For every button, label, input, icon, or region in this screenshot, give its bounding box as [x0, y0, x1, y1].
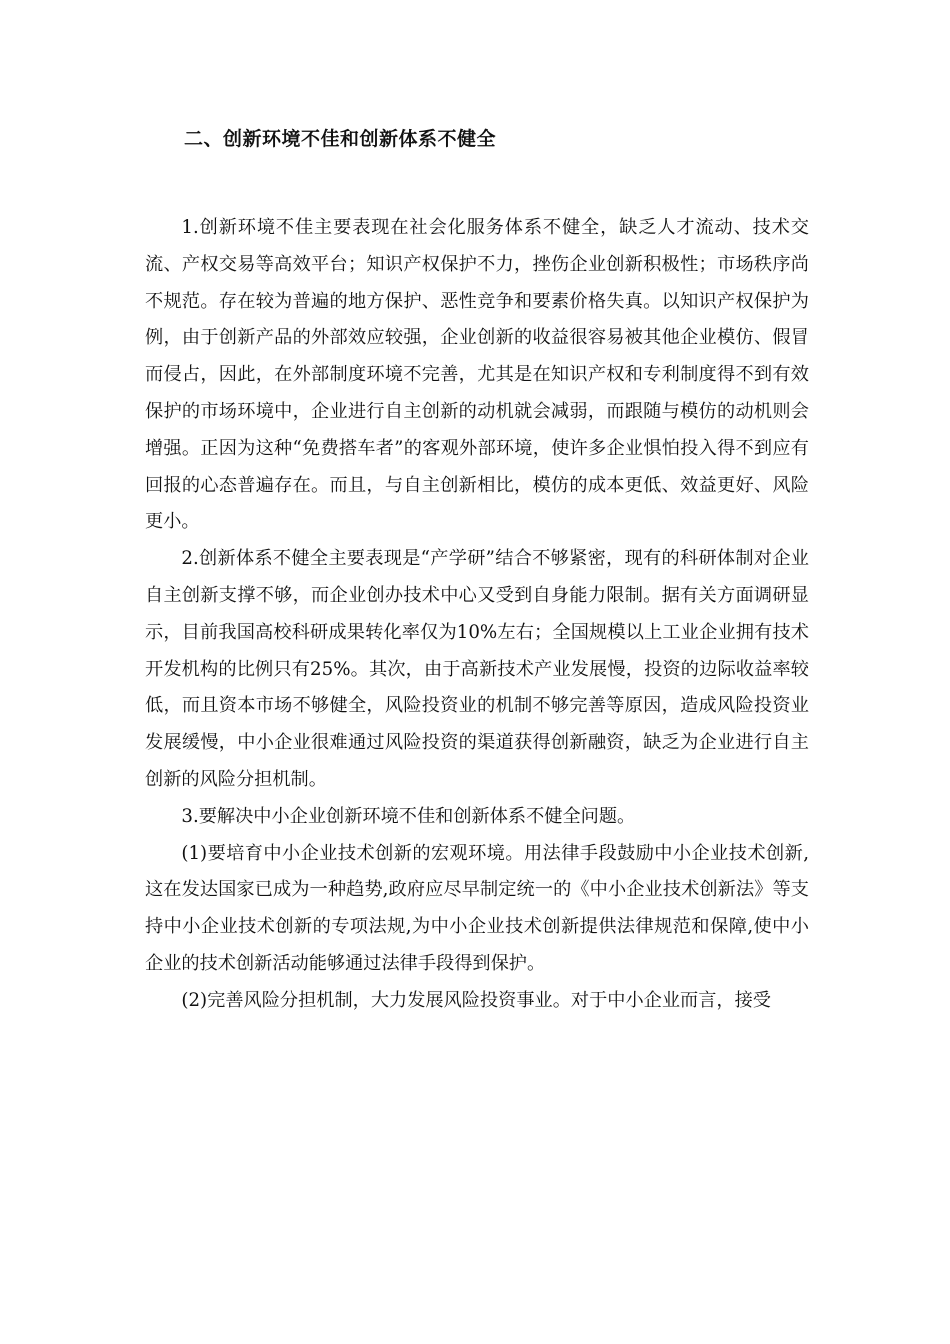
- body-text: [145, 210, 809, 1020]
- paragraph-1: 1.创新环境不佳主要表现在社会化服务体系不健全，缺乏人才流动、技术交流、产权交易等高效平台；知识产权保护不力，挫伤企业创新积极性；市场秩序尚不规范。存在较为普遍的地方保护、恶性竞争和要素价格失真。以知识产权保护为例，由于创新产品的外部效应较强，企业创新的收益很容易被其他企业模仿、假冒而侵占，因此，在外部制度环境不完善，尤其是在知识产权和专利制度得不到有效保护的市场环境中，企业进行自主创新的动机就会减弱，而跟随与模仿的动机则会增强。正因为这种“免费搭车者”的客观外部环境，使许多企业惧怕投入得不到应有回报的心态普遍存在。而且，与自主创新相比，模仿的成本更低、效益更好、风险更小。: [145, 217, 809, 533]
- paragraph-3: 3.要解决中小企业创新环境不佳和创新体系不健全问题。: [181, 805, 636, 827]
- section-heading: 二、创新环境不佳和创新体系不健全: [184, 128, 497, 150]
- paragraph-5: (2)完善风险分担机制，大力发展风险投资事业。对于中小企业而言，接受: [181, 989, 771, 1011]
- paragraph-4: (1)要培育中小企业技术创新的宏观环境。用法律手段鼓励中小企业技术创新,这在发达国家已成为一种趋势,政府应尽早制定统一的《中小企业技术创新法》等支持中小企业技术创新的专项法规,为中小企业技术创新提供法律规范和保障,使中小企业的技术创新活动能够通过法律手段得到保护。: [145, 842, 809, 974]
- paragraph-2: 2.创新体系不健全主要表现是“产学研”结合不够紧密，现有的科研体制对企业自主创新支撑不够，而企业创办技术中心又受到自身能力限制。据有关方面调研显示，目前我国高校科研成果转化率仅为10%左右；全国规模以上工业企业拥有技术开发机构的比例只有25%。其次，由于高新技术产业发展慢，投资的边际收益率较低，而且资本市场不够健全，风险投资业的机制不够完善等原因，造成风险投资业发展缓慢，中小企业很难通过风险投资的渠道获得创新融资，缺乏为企业进行自主创新的风险分担机制。: [145, 548, 809, 790]
